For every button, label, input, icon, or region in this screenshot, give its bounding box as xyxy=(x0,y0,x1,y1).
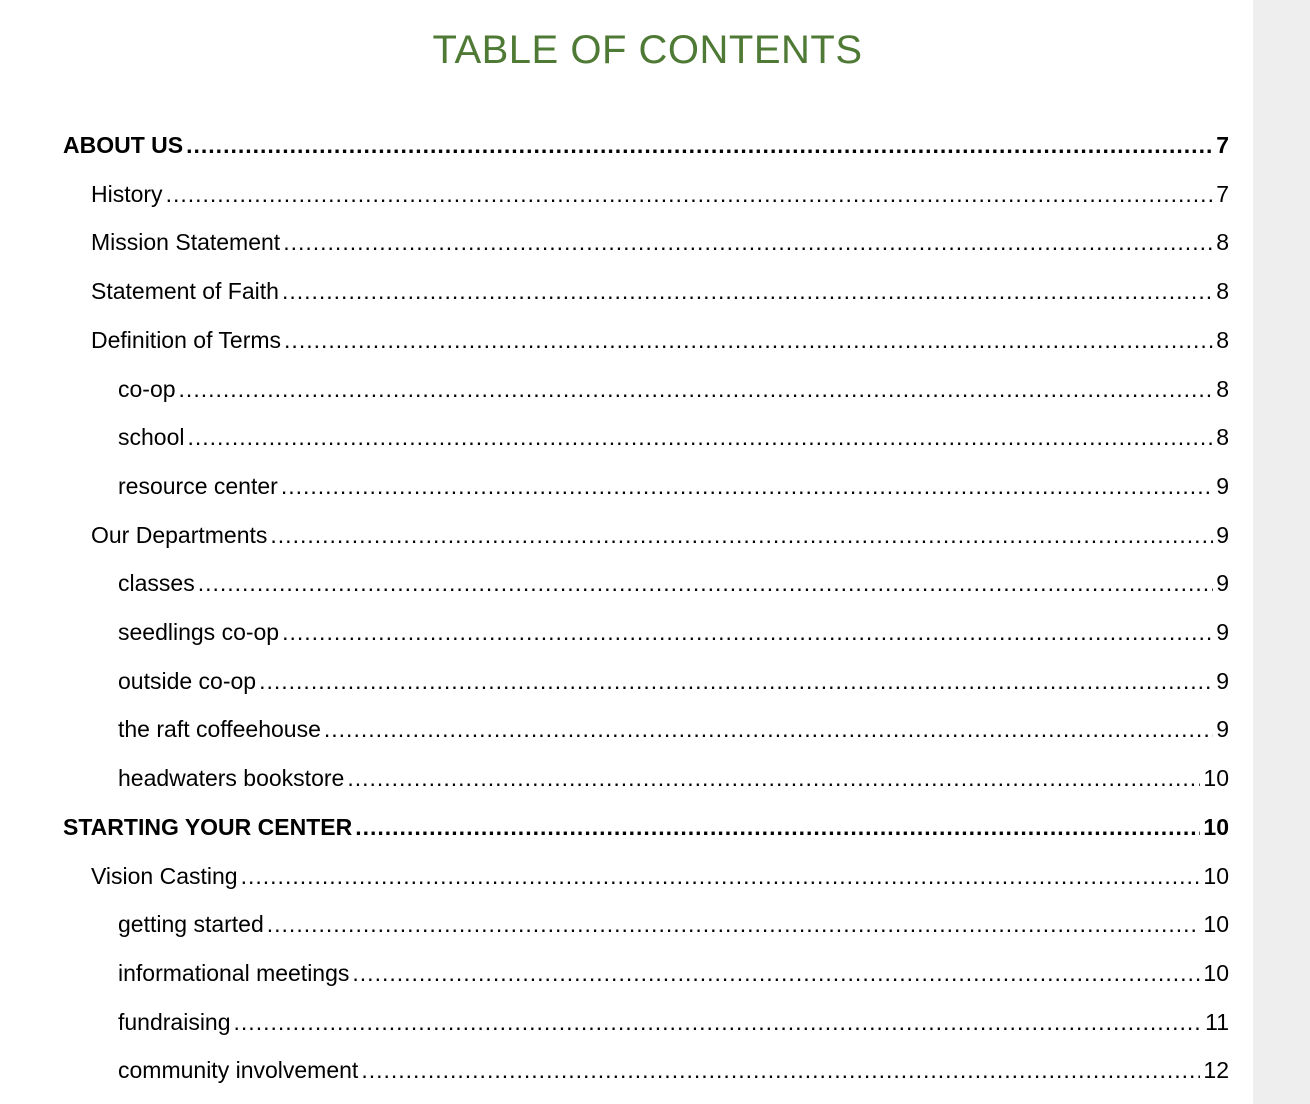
toc-entry[interactable] xyxy=(118,1053,1229,1087)
toc-dot-leader xyxy=(355,810,1200,844)
toc-entry-label: outside co-op xyxy=(118,667,257,694)
toc-entry-label: fundraising xyxy=(118,1008,231,1035)
toc-entry-page-number: 9 xyxy=(1216,570,1229,597)
toc-entry[interactable] xyxy=(118,615,1229,649)
toc-entry-label: ABOUT US xyxy=(63,132,184,158)
toc-entry-label: resource center xyxy=(118,472,278,499)
toc-entry-label: getting started xyxy=(118,911,264,938)
toc-entry-page-number: 9 xyxy=(1216,716,1229,743)
toc-dot-leader xyxy=(347,761,1200,795)
toc-dot-leader xyxy=(284,323,1213,357)
toc-entry[interactable] xyxy=(91,323,1229,357)
toc-entry-label: Vision Casting xyxy=(91,862,238,889)
toc-entry-label: Mission Statement xyxy=(91,229,281,256)
toc-dot-leader xyxy=(267,907,1201,941)
toc-entry-label: STARTING YOUR CENTER xyxy=(63,813,353,840)
toc-entry[interactable] xyxy=(118,664,1229,698)
toc-entry[interactable] xyxy=(118,372,1229,406)
toc-entry-label: seedlings co-op xyxy=(118,619,280,645)
toc-entry-label: History xyxy=(91,180,163,207)
toc-entry-page-number: 8 xyxy=(1216,326,1229,353)
toc-dot-leader xyxy=(282,274,1213,308)
toc-dot-leader xyxy=(241,859,1201,893)
toc-entry[interactable] xyxy=(118,420,1229,454)
toc-dot-leader xyxy=(186,128,1213,162)
toc-dot-leader xyxy=(282,615,1213,649)
toc-dot-leader xyxy=(234,1005,1203,1039)
toc-entry-page-number: 9 xyxy=(1216,619,1229,645)
toc-entry-page-number: 10 xyxy=(1203,813,1229,840)
toc-entry[interactable] xyxy=(91,274,1229,308)
toc-entry-label: headwaters bookstore xyxy=(118,765,345,792)
toc-dot-leader xyxy=(198,566,1214,600)
toc-entry-page-number: 12 xyxy=(1203,1057,1229,1084)
toc-entry-label: school xyxy=(118,424,185,451)
toc-entry-page-number: 8 xyxy=(1216,229,1229,256)
toc-dot-leader xyxy=(270,518,1213,552)
toc-entry-page-number: 11 xyxy=(1205,1008,1229,1035)
toc-entry-page-number: 10 xyxy=(1203,765,1229,792)
toc-entry-page-number: 9 xyxy=(1216,521,1229,548)
toc-entry-label: Our Departments xyxy=(91,521,268,548)
toc-dot-leader xyxy=(166,177,1214,211)
toc-entry-page-number: 8 xyxy=(1216,375,1229,402)
toc-entry-page-number: 9 xyxy=(1216,667,1229,694)
toc-entry-page-number: 10 xyxy=(1203,862,1229,889)
toc-entry[interactable] xyxy=(91,859,1229,893)
window-gutter xyxy=(1253,0,1310,1104)
toc-dot-leader xyxy=(187,420,1213,454)
toc-entry-label: Definition of Terms xyxy=(91,326,282,353)
toc-entry-label: Statement of Faith xyxy=(91,278,279,305)
toc-dot-leader xyxy=(324,712,1213,746)
toc-entry[interactable] xyxy=(118,956,1229,990)
toc-entry[interactable] xyxy=(118,566,1229,600)
toc-entry[interactable] xyxy=(91,225,1229,259)
toc-entry-page-number: 7 xyxy=(1216,132,1229,158)
toc-entry-page-number: 8 xyxy=(1216,424,1229,451)
toc-entry[interactable] xyxy=(118,469,1229,503)
toc-dot-leader xyxy=(283,225,1213,259)
toc-dot-leader xyxy=(352,956,1200,990)
toc-entry[interactable] xyxy=(63,810,1229,844)
toc-entry-page-number: 10 xyxy=(1203,959,1229,986)
toc-entry[interactable] xyxy=(63,128,1229,162)
toc-entry[interactable] xyxy=(91,177,1229,211)
toc-dot-leader xyxy=(179,372,1214,406)
toc-entry-label: informational meetings xyxy=(118,959,350,986)
toc-entry[interactable] xyxy=(91,518,1229,552)
toc-entry[interactable] xyxy=(118,1005,1229,1039)
toc-entry-label: the raft coffeehouse xyxy=(118,716,321,743)
toc-entry-page-number: 8 xyxy=(1216,278,1229,305)
toc-entry-label: community involvement xyxy=(118,1057,359,1084)
toc-entry-page-number: 9 xyxy=(1216,472,1229,499)
toc-entry-page-number: 10 xyxy=(1203,911,1229,938)
toc-entry-label: co-op xyxy=(118,375,176,402)
toc-dot-leader xyxy=(361,1053,1200,1087)
toc-entry[interactable] xyxy=(118,712,1229,746)
toc-entry-label: classes xyxy=(118,570,195,597)
toc-dot-leader xyxy=(259,664,1213,698)
toc-entry[interactable] xyxy=(118,761,1229,795)
toc-entry-page-number: 7 xyxy=(1216,180,1229,207)
toc-heading: TABLE OF CONTENTS xyxy=(432,28,863,72)
toc-entry[interactable] xyxy=(118,907,1229,941)
toc-dot-leader xyxy=(281,469,1213,503)
